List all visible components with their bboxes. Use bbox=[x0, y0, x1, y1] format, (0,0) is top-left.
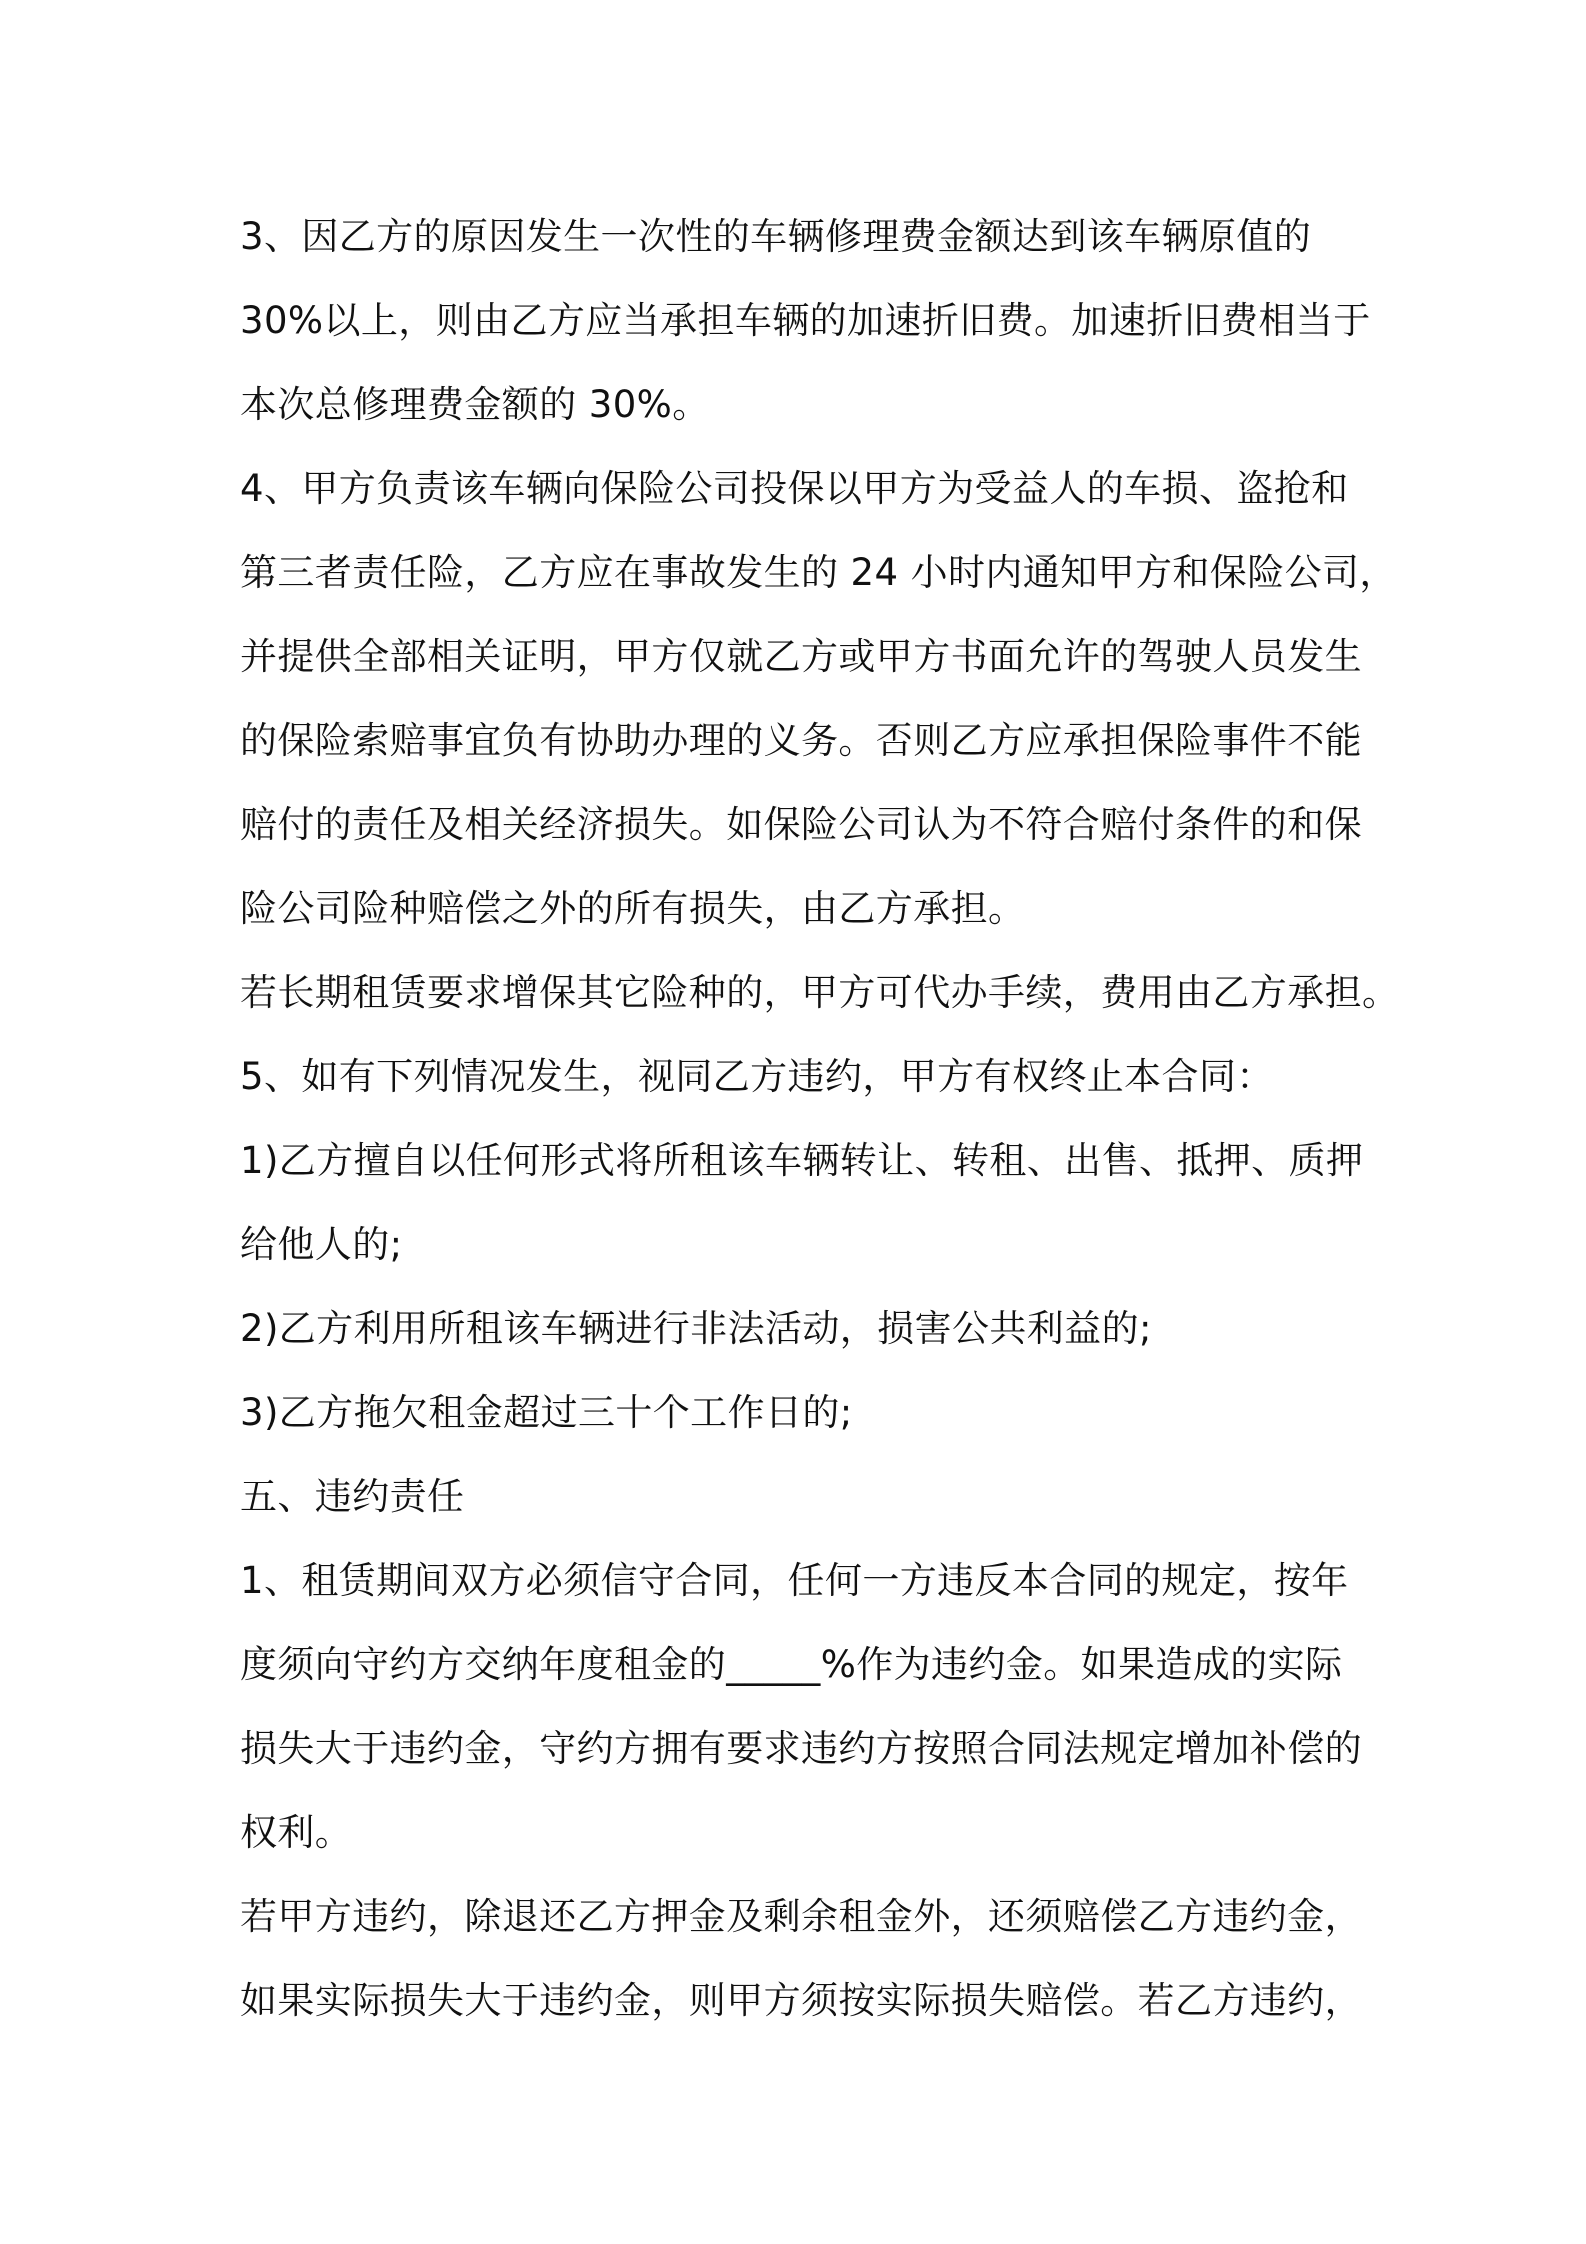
text-line: 并提供全部相关证明，甲方仅就乙方或甲方书面允许的驾驶人员发生 bbox=[240, 635, 1362, 678]
text-line: 若长期租赁要求增保其它险种的，甲方可代办手续，费用由乙方承担。 bbox=[240, 971, 1400, 1014]
text-line: 第三者责任险，乙方应在事故发生的 24 小时内通知甲方和保险公司， bbox=[240, 551, 1397, 594]
section-heading: 五、违约责任 bbox=[240, 1475, 465, 1518]
text-line: 险公司险种赔偿之外的所有损失，由乙方承担。 bbox=[240, 887, 1026, 930]
text-line: 损失大于违约金，守约方拥有要求违约方按照合同法规定增加补偿的 bbox=[240, 1727, 1362, 1770]
text-line: 的保险索赔事宜负有协助办理的义务。否则乙方应承担保险事件不能 bbox=[240, 719, 1362, 762]
text-line: 给他人的; bbox=[240, 1223, 403, 1266]
text-line: 赔付的责任及相关经济损失。如保险公司认为不符合赔付条件的和保 bbox=[240, 803, 1362, 846]
text-line: 若甲方违约，除退还乙方押金及剩余租金外，还须赔偿乙方违约金， bbox=[240, 1895, 1362, 1938]
text-line: 3)乙方拖欠租金超过三十个工作日的; bbox=[240, 1391, 853, 1434]
text-line: 1、租赁期间双方必须信守合同，任何一方违反本合同的规定，按年 bbox=[240, 1559, 1349, 1602]
document-body bbox=[240, 195, 1400, 2043]
text-line: 2)乙方利用所租该车辆进行非法活动，损害公共利益的; bbox=[240, 1307, 1152, 1350]
text-line: 3、因乙方的原因发生一次性的车辆修理费金额达到该车辆原值的 bbox=[240, 215, 1312, 258]
text-line: 本次总修理费金额的 30%。 bbox=[240, 383, 710, 426]
text-line: 1)乙方擅自以任何形式将所租该车辆转让、转租、出售、抵押、质押 bbox=[240, 1139, 1364, 1182]
text-line: 权利。 bbox=[240, 1811, 353, 1854]
text-line: 如果实际损失大于违约金，则甲方须按实际损失赔偿。若乙方违约， bbox=[240, 1979, 1362, 2022]
text-line: 度须向守约方交纳年度租金的_____%作为违约金。如果造成的实际 bbox=[240, 1643, 1343, 1686]
text-line: 30%以上，则由乙方应当承担车辆的加速折旧费。加速折旧费相当于 bbox=[240, 299, 1371, 342]
text-line: 5、如有下列情况发生，视同乙方违约，甲方有权终止本合同： bbox=[240, 1055, 1274, 1098]
text-line: 4、甲方负责该车辆向保险公司投保以甲方为受益人的车损、盗抢和 bbox=[240, 467, 1349, 510]
